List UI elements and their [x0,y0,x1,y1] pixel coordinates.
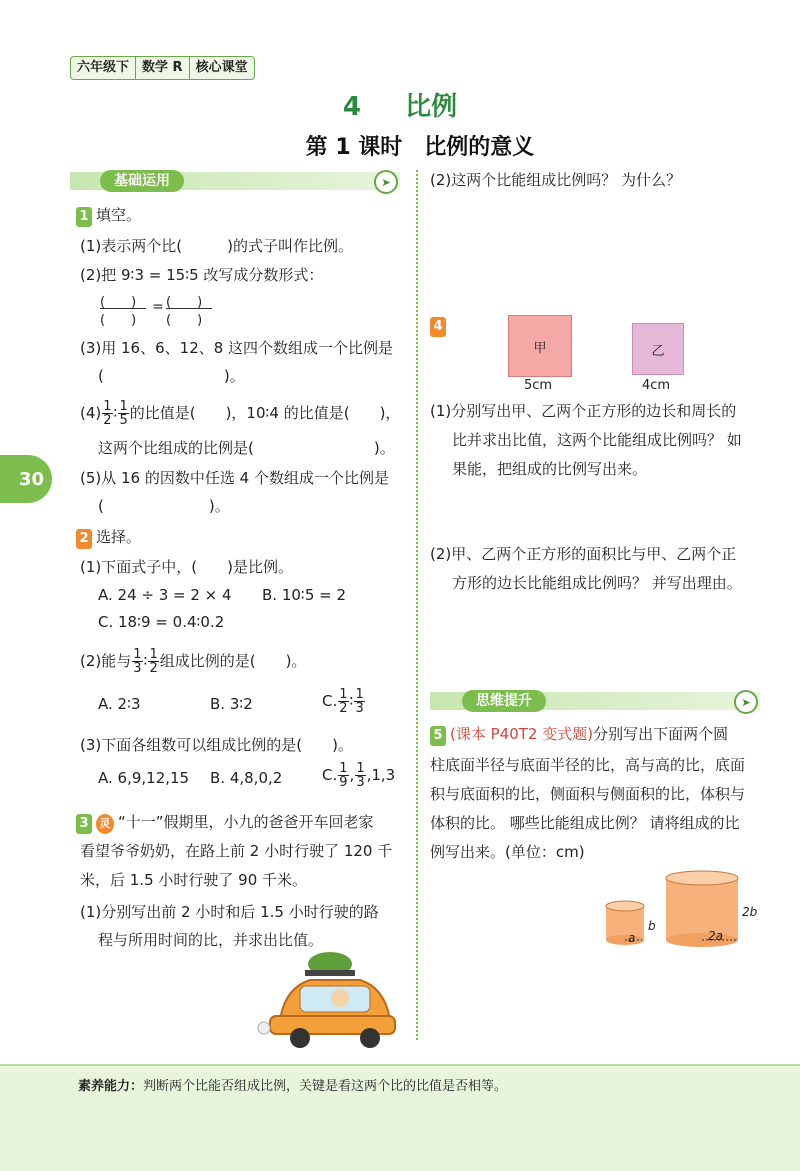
q5-line3: 积与底面积的比，侧面积与侧面积的比，体积与 [430,785,746,803]
q3-tag-icon: 灵 [96,814,114,834]
q2-l1-optionA: A. 24 ÷ 3 = 2 × 4 [98,586,232,604]
square-yi-length: 4cm [642,378,671,393]
q2-l2-optionC: C. $\frac{1}{2}$ ∶ $\frac{1}{3}$ [322,687,364,716]
grade-label: 六年级下 [77,60,130,75]
header-badge [70,56,255,80]
q1-number: 1 [76,207,92,227]
q4-line5: 方形的边长比能组成比例吗？ 并写出理由。 [452,574,742,592]
q2-l3-optionA: A. 6,9,12,15 [98,769,190,787]
cyl1-radius: a [628,931,636,945]
q2-l3-optionB: B. 4,8,0,2 [210,769,283,787]
q3-line1: 3 灵 “十一”假期里，小九的爸爸开车回老家 [76,812,374,834]
q5-line5: 例写出来。(单位：cm) [430,843,585,861]
chapter-name: 比例 [405,92,458,122]
column-divider [416,170,418,1040]
q1-line2: (2)把 9∶3 = 15∶5 改写成分数形式： [80,266,324,284]
subject-label: 数学 R [142,60,183,75]
q1-heading [76,205,141,227]
q3-line3: 米，后 1.5 小时行驶了 90 千米。 [80,871,308,889]
paper-plane-icon: ➤ [374,170,398,194]
cyl2-radius: 2a [708,929,723,943]
page-number-tab [0,455,52,503]
q3-line2: 看望爷爷奶奶，在路上前 2 小时行驶了 120 千 [80,842,393,860]
q2-l2-optionA: A. 2∶3 [98,695,141,713]
q2-l2-optionB: B. 3∶2 [210,695,253,713]
q5-line1: 5 (课本 P40T2 变式题)分别写出下面两个圆 [430,724,728,746]
q3-number: 3 [76,814,92,834]
q2-line2: (2)能与 $\frac{1}{3}$ ∶ $\frac{1}{2}$ 组成比例的是( )。 [80,647,307,676]
section-label-thinking: 思维提升 [462,690,546,712]
q5-number: 5 [430,726,446,746]
q3-line4: (1)分别写出前 2 小时和后 1.5 小时行驶的路 [80,903,379,921]
q1-line4a: (4) $\frac{1}{2}$ ∶ $\frac{1}{5}$ 的比值是( )，10∶4 的比值是( )， [80,399,401,428]
footer-label: 素养能力： [78,1079,144,1094]
q2-l3-optionC: C. $\frac{1}{9}$ , $\frac{1}{3}$ ,1,3 [322,761,396,790]
q1-line4b: 这两个比组成的比例是( )。 [98,439,395,457]
q5-line2: 柱底面半径与底面半径的比，高与高的比，底面 [430,756,746,774]
q2-title: 选择。 [96,528,142,546]
cyl2-height: 2b [742,905,758,919]
section-label-basic: 基础运用 [100,170,184,192]
footer-text: 判断两个比能否组成比例，关键是看这两个比的比值是否相等。 [143,1079,508,1094]
q2-l1-optionC: C. 18∶9 = 0.4∶0.2 [98,613,225,631]
q4-line3: 果能，把组成的比例写出来。 [452,460,648,478]
q4-line4: (2)甲、乙两个正方形的面积比与甲、乙两个正 [430,545,737,563]
q2-heading [76,527,141,549]
lesson-title: 第 1 课时 比例的意义 [305,135,535,160]
q4-heading [430,315,450,337]
paper-plane-icon: ➤ [734,690,758,714]
q1-line3b: ( )。 [98,367,245,385]
q2-l1-optionB: B. 10∶5 = 2 [262,586,347,604]
footer-note [78,1075,507,1094]
square-yi: 乙 [632,323,684,375]
q1-line3a: (3)用 16、6、12、8 这四个数组成一个比例是 [80,339,394,357]
q1-line5b: ( )。 [98,497,230,515]
fraction-blanks: ( ) ( ) = ( ) ( ) [100,291,220,325]
q2-line1: (1)下面式子中，( )是比例。 [80,558,293,576]
series-label: 核心课堂 [195,60,248,75]
chapter-title [0,86,800,123]
page-number: 30 [18,468,44,490]
q3-line6: (2)这两个比能组成比例吗？ 为什么？ [430,171,682,189]
q4-line2: 比并求出比值，这两个比能组成比例吗？ 如 [452,431,742,449]
q1-line5a: (5)从 16 的因数中任选 4 个数组成一个比例是 [80,469,389,487]
q5-line4: 体积的比。 哪些比能组成比例？ 请将组成的比 [430,814,740,832]
chapter-num: 4 [342,92,361,122]
car-illustration [250,950,400,1050]
q5-reference: (课本 P40T2 变式题) [450,725,594,743]
q2-line3: (3)下面各组数可以组成比例的是( )。 [80,736,353,754]
q4-number: 4 [430,317,446,337]
q1-title: 填空。 [96,206,142,224]
q4-line1: (1)分别写出甲、乙两个正方形的边长和周长的 [430,402,737,420]
q2-number: 2 [76,529,92,549]
q3-line5: 程与所用时间的比，并求出比值。 [98,931,324,949]
square-jia: 甲 [508,315,572,377]
cyl1-height: b [648,919,656,933]
square-jia-length: 5cm [524,378,553,393]
q1-line1: (1)表示两个比( )的式子叫作比例。 [80,237,353,255]
